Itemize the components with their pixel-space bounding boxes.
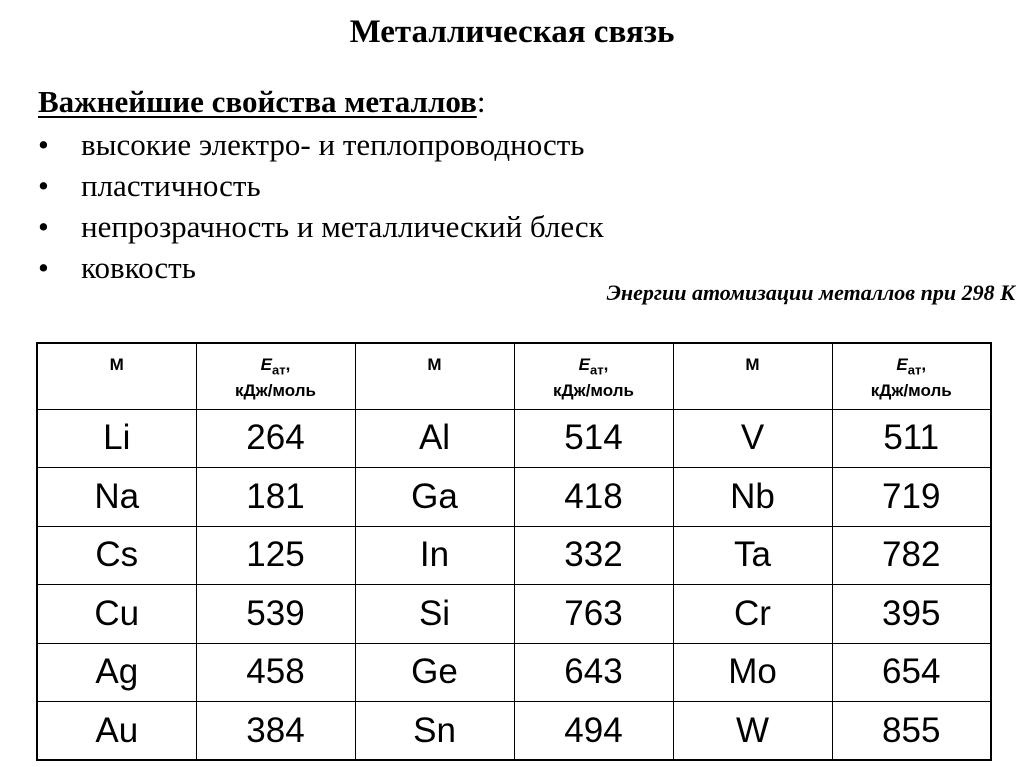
header-metal-label: M [427, 355, 442, 374]
atomization-energy-table [36, 342, 992, 761]
metal-cell: Mo [673, 643, 832, 702]
list-item-text: высокие электро- и теплопроводность [81, 127, 585, 162]
header-metal-label: M [109, 355, 124, 374]
metal-cell: Li [37, 409, 196, 468]
list-item [38, 124, 604, 165]
table-header [37, 343, 991, 409]
metal-cell: Cs [37, 526, 196, 585]
energy-cell: 782 [832, 526, 991, 585]
energy-comma: , [285, 355, 291, 374]
energy-unit: кДж/моль [553, 381, 634, 401]
metal-cell: Sn [355, 702, 514, 761]
list-item [38, 206, 604, 247]
table-row [37, 526, 991, 585]
energy-subscript: ат [590, 362, 604, 378]
bullet-icon: • [38, 127, 49, 162]
bullet-icon: • [38, 168, 49, 203]
energy-cell: 855 [832, 702, 991, 761]
header-energy [832, 343, 991, 409]
energy-cell: 125 [196, 526, 355, 585]
metal-cell: Na [37, 468, 196, 527]
energy-comma: , [603, 355, 609, 374]
energy-cell: 494 [514, 702, 673, 761]
bullet-icon: • [38, 250, 49, 285]
energy-unit: кДж/моль [235, 381, 316, 401]
header-energy [514, 343, 673, 409]
energy-cell: 332 [514, 526, 673, 585]
properties-heading [38, 82, 485, 122]
energy-cell: 418 [514, 468, 673, 527]
list-item-text: непрозрачность и металлический блеск [81, 209, 604, 244]
energy-cell: 643 [514, 643, 673, 702]
energy-cell: 514 [514, 409, 673, 468]
energy-cell: 384 [196, 702, 355, 761]
energy-cell: 719 [832, 468, 991, 527]
metal-cell: Ta [673, 526, 832, 585]
properties-heading-colon: : [476, 84, 486, 119]
table-row [37, 468, 991, 527]
header-metal [673, 343, 832, 409]
energy-subscript: ат [272, 362, 286, 378]
header-metal [37, 343, 196, 409]
metal-cell: Ag [37, 643, 196, 702]
metal-cell: Ge [355, 643, 514, 702]
metal-cell: Al [355, 409, 514, 468]
bullet-icon: • [38, 209, 49, 244]
table-row [37, 585, 991, 644]
list-item-text: ковкость [81, 250, 196, 285]
header-metal-label: M [745, 355, 760, 374]
energy-cell: 654 [832, 643, 991, 702]
table-header-row [37, 343, 991, 409]
energy-symbol: E [578, 355, 590, 374]
metal-cell: Ga [355, 468, 514, 527]
table-row [37, 409, 991, 468]
metal-cell: V [673, 409, 832, 468]
energy-cell: 539 [196, 585, 355, 644]
metal-cell: In [355, 526, 514, 585]
list-item [38, 165, 604, 206]
energy-symbol: E [260, 355, 272, 374]
energy-cell: 181 [196, 468, 355, 527]
header-metal [355, 343, 514, 409]
energy-comma: , [921, 355, 927, 374]
energy-cell: 763 [514, 585, 673, 644]
energy-subscript: ат [907, 362, 922, 378]
header-energy [196, 343, 355, 409]
list-item-text: пластичность [81, 168, 261, 203]
metal-cell: Si [355, 585, 514, 644]
energy-unit: кДж/моль [870, 381, 952, 401]
metal-cell: Cr [673, 585, 832, 644]
energy-cell: 264 [196, 409, 355, 468]
metal-cell: Au [37, 702, 196, 761]
properties-list [38, 124, 604, 288]
table-caption: Энергии атомизации металлов при 298 К [606, 280, 1015, 305]
page-title: Металлическая связь [349, 14, 675, 50]
metal-cell: W [673, 702, 832, 761]
list-item [38, 247, 604, 288]
properties-heading-text: Важнейшие свойства металлов [38, 84, 477, 119]
energy-symbol: E [896, 355, 908, 374]
metal-cell: Cu [37, 585, 196, 644]
metal-cell: Nb [673, 468, 832, 527]
table-row [37, 643, 991, 702]
energy-cell: 511 [832, 409, 991, 468]
table-body [37, 409, 991, 760]
energy-cell: 458 [196, 643, 355, 702]
energy-cell: 395 [832, 585, 991, 644]
table-row [37, 702, 991, 761]
